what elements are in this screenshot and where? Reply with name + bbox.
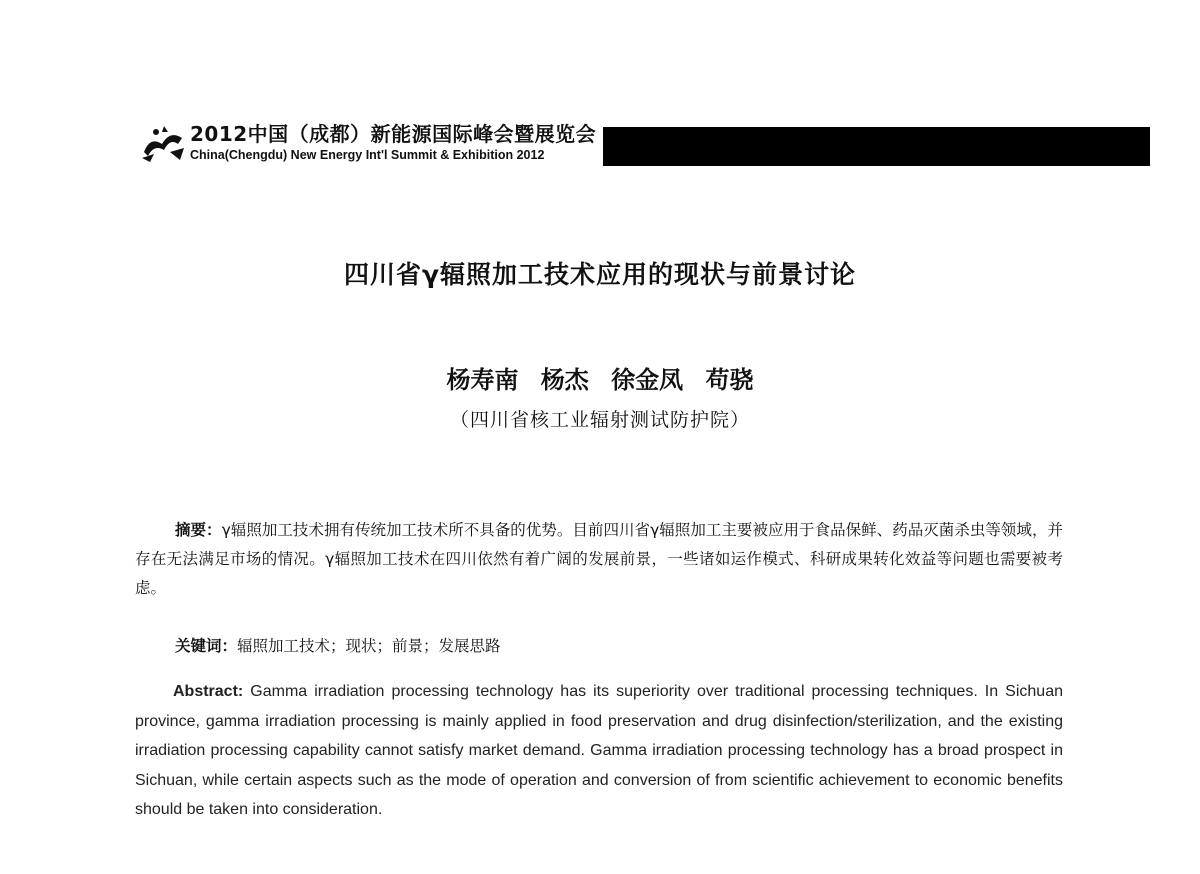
paper-title: 四川省γ辐照加工技术应用的现状与前景讨论 bbox=[343, 260, 857, 289]
conference-header bbox=[140, 118, 1150, 170]
conference-logo-icon bbox=[140, 122, 186, 162]
abstract-en bbox=[135, 677, 1063, 825]
abstract-cn-text: γ辐照加工技术拥有传统加工技术所不具备的优势。目前四川省γ辐照加工主要被应用于食品保鲜、药品灭菌杀虫等领域，并存在无法满足市场的情况。γ辐照加工技术在四川依然有着广阔的发展前景，一些诸如运作模式、科研成果转化效益等问题也需要被考虑。 bbox=[135, 521, 1063, 597]
keywords-label: 关键词： bbox=[175, 637, 238, 655]
keywords bbox=[175, 634, 501, 656]
header-black-bar bbox=[603, 127, 1150, 166]
abstract-cn bbox=[135, 516, 1063, 603]
conference-title-cn: 2012中国（成都）新能源国际峰会暨展览会 bbox=[190, 122, 597, 146]
abstract-en-label: Abstract: bbox=[173, 683, 244, 700]
keywords-text: 辐照加工技术；现状；前景；发展思路 bbox=[237, 637, 501, 655]
abstract-en-text: Gamma irradiation processing technology has its superiority over traditional processing techniques. In Sichuan province, gamma irradiation processing is mainly applied in food preservation and drug disinfection/sterilization, and the existing irradiation processing capability cannot satisfy market demand. Gamma irradiation processing technology has a broad prospect in Sichuan, while certain aspects such as the mode of operation and conversion of from scientific achievement to economic benefits should be taken into consideration. bbox=[135, 683, 1063, 818]
abstract-cn-label: 摘要： bbox=[175, 521, 222, 539]
paper-authors: 杨寿南 杨杰 徐金凤 苟骁 bbox=[446, 366, 754, 394]
conference-title-en: China(Chengdu) New Energy Int'l Summit & Exhibition 2012 bbox=[190, 148, 545, 162]
paper-affiliation: （四川省核工业辐射测试防护院） bbox=[449, 409, 750, 431]
